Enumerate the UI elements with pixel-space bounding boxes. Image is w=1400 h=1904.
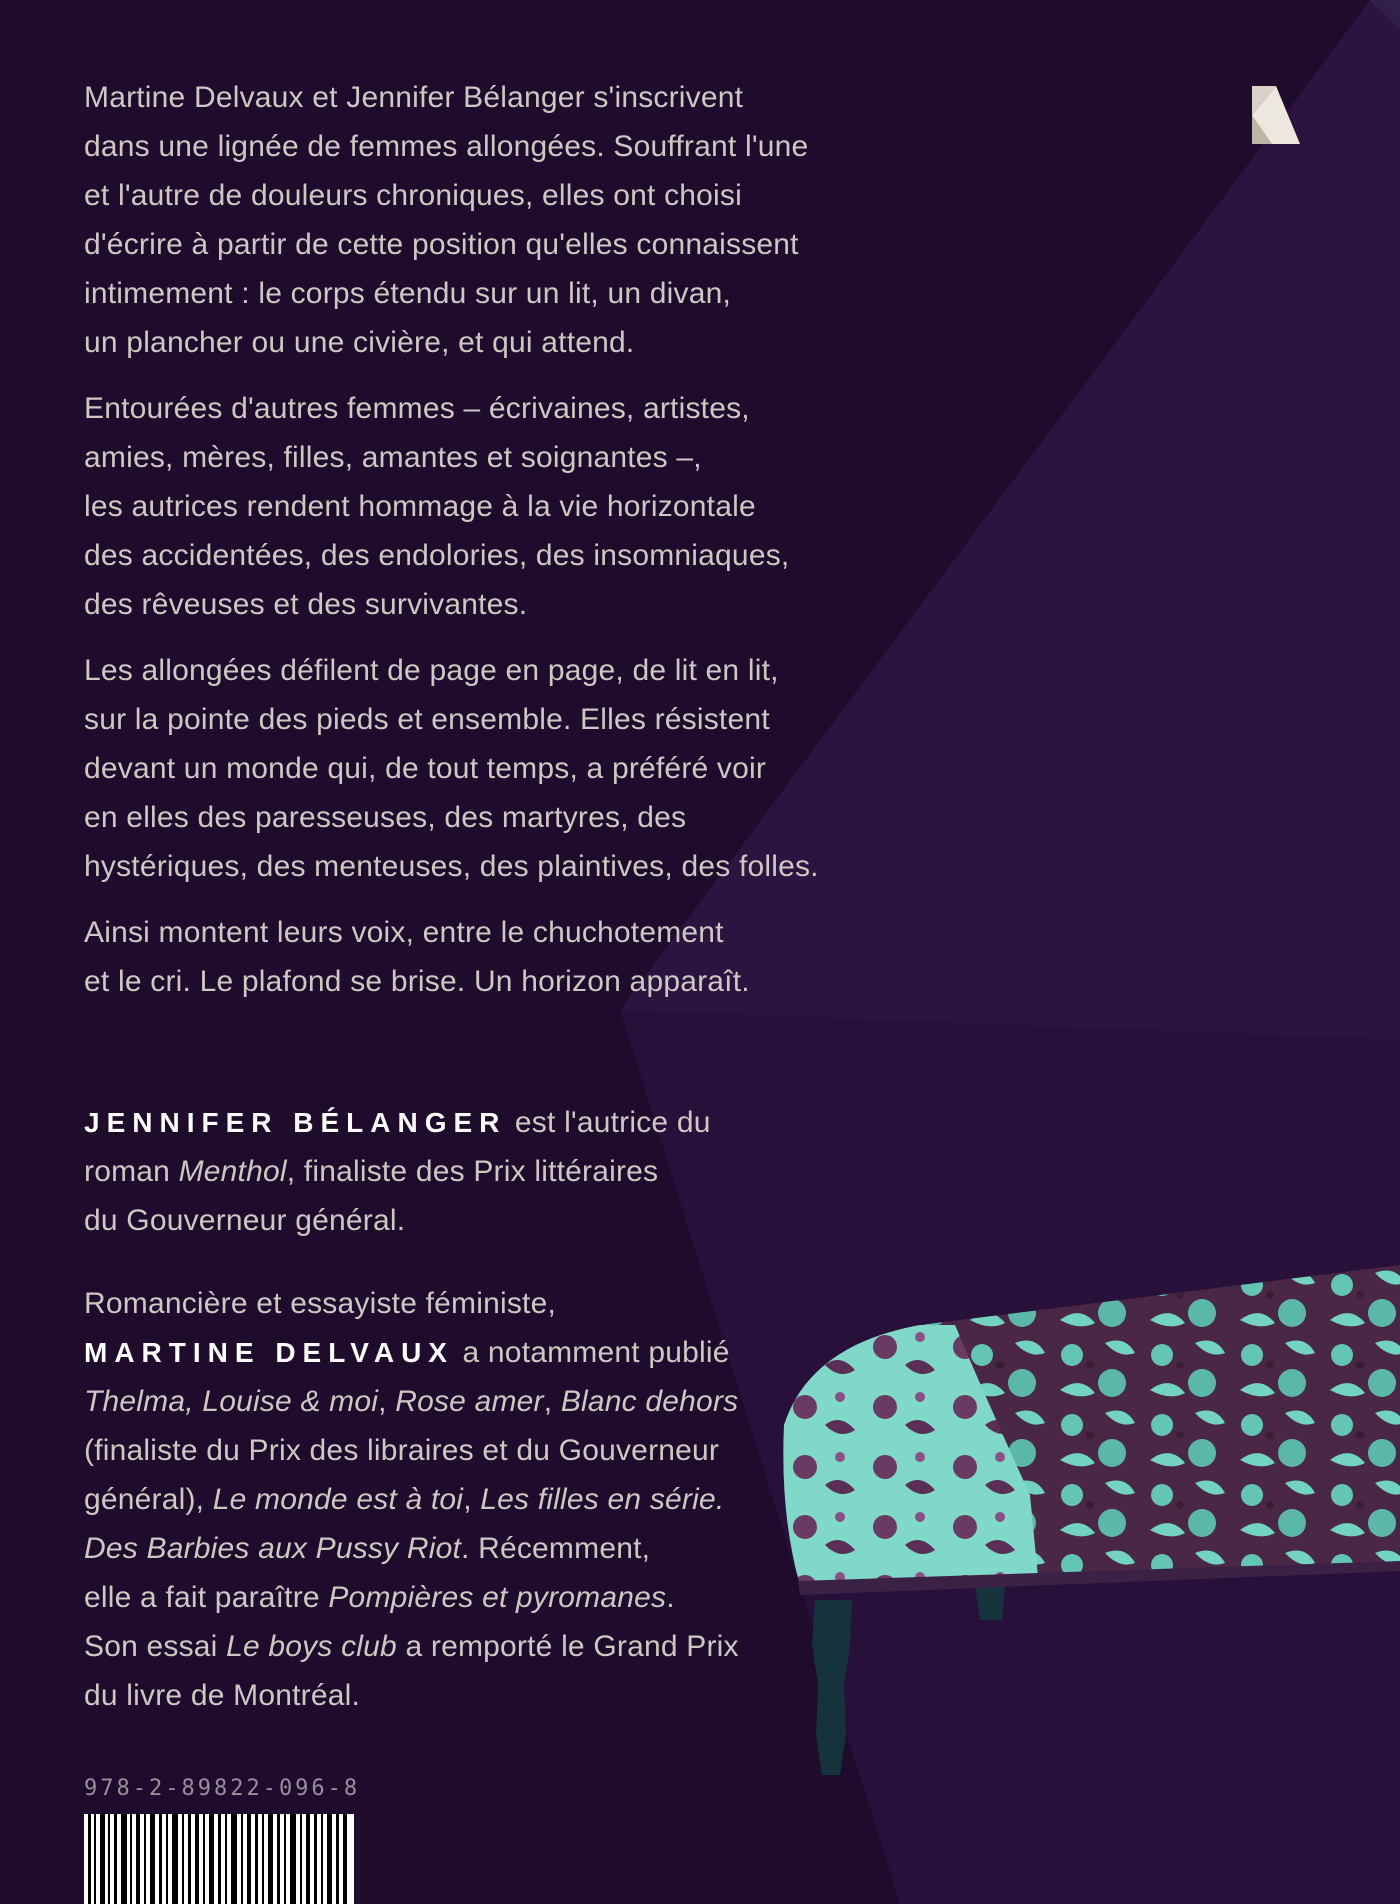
author-name: JENNIFER BÉLANGER: [84, 1107, 507, 1138]
bio-line: [84, 1622, 804, 1671]
bio-line: (finaliste du Prix des libraires et du Gouverneur: [84, 1434, 720, 1467]
bio-text: général),: [84, 1483, 213, 1516]
bio-text: ,: [543, 1385, 561, 1418]
book-title: Le monde est à toi: [212, 1483, 464, 1516]
k-logo-icon: [1252, 86, 1300, 144]
bio-line: [84, 1377, 804, 1426]
bench-illustration: [780, 1265, 1400, 1785]
summary-paragraph: Entourées d'autres femmes – écrivaines, artistes, amies, mères, filles, amantes et soignantes –, les autrices rendent hommage à la vie horizontale des accidentées, des endolories, des insomniaques, des rêveuses et des survivantes.: [84, 392, 790, 621]
book-title: Menthol: [178, 1155, 287, 1188]
book-title: Rose amer: [395, 1385, 544, 1418]
book-title: Les filles en série.: [480, 1483, 725, 1516]
bio-line: du Gouverneur général.: [84, 1204, 406, 1237]
bio-line: [84, 1524, 804, 1573]
book-title: Le boys club: [226, 1630, 397, 1663]
bio-line: du livre de Montréal.: [84, 1679, 361, 1712]
author-bio-delvaux: [84, 1279, 804, 1720]
summary-paragraph: Ainsi montent leurs voix, entre le chuchotement et le cri. Le plafond se brise. Un horizon apparaît.: [84, 916, 750, 998]
bio-line: [84, 1147, 784, 1196]
book-title: Pompières et pyromanes: [328, 1581, 667, 1614]
bio-line: [84, 1573, 804, 1622]
bio-text: a remporté le Grand Prix: [396, 1630, 739, 1663]
summary-paragraph: Martine Delvaux et Jennifer Bélanger s'inscrivent dans une lignée de femmes allongées. Souffrant l'une et l'autre de douleurs chroniques, elles ont choisi d'écrire à partir de cette position qu'elles connaissent intimement : le corps étendu sur un lit, un divan, un plancher ou une civière, et qui attend.: [84, 81, 809, 359]
author-bio-belanger: [84, 1098, 784, 1245]
bio-text: a notamment publié: [453, 1336, 730, 1369]
bio-text: Son essai: [84, 1630, 227, 1663]
back-cover-summary: [84, 73, 874, 1023]
bio-text: .: [666, 1581, 675, 1614]
isbn-number: 978-2-89822-096-8: [84, 1776, 361, 1801]
author-name: MARTINE DELVAUX: [84, 1337, 454, 1368]
book-title: Blanc dehors: [560, 1385, 739, 1418]
bio-line: Romancière et essayiste féministe,: [84, 1287, 556, 1320]
bio-line: [84, 1475, 804, 1524]
book-title: Thelma, Louise & moi: [84, 1385, 379, 1418]
bio-text: ,: [463, 1483, 481, 1516]
bio-text: roman: [84, 1155, 179, 1188]
bio-text: elle a fait paraître: [84, 1581, 329, 1614]
bio-text: ,: [378, 1385, 396, 1418]
bio-line: [84, 1098, 784, 1147]
book-title: Des Barbies aux Pussy Riot: [84, 1532, 462, 1565]
barcode: [84, 1814, 354, 1904]
bio-text: , finaliste des Prix littéraires: [286, 1155, 659, 1188]
summary-paragraph: Les allongées défilent de page en page, de lit en lit, sur la pointe des pieds et ensemble. Elles résistent devant un monde qui, de tout temps, a préféré voir en elles des paresseuses, des martyres, des hystériques, des menteuses, des plaintives, des folles.: [84, 654, 819, 883]
bio-text: . Récemment,: [461, 1532, 651, 1565]
bio-line: [84, 1328, 804, 1377]
bio-text: est l'autrice du: [506, 1106, 711, 1139]
